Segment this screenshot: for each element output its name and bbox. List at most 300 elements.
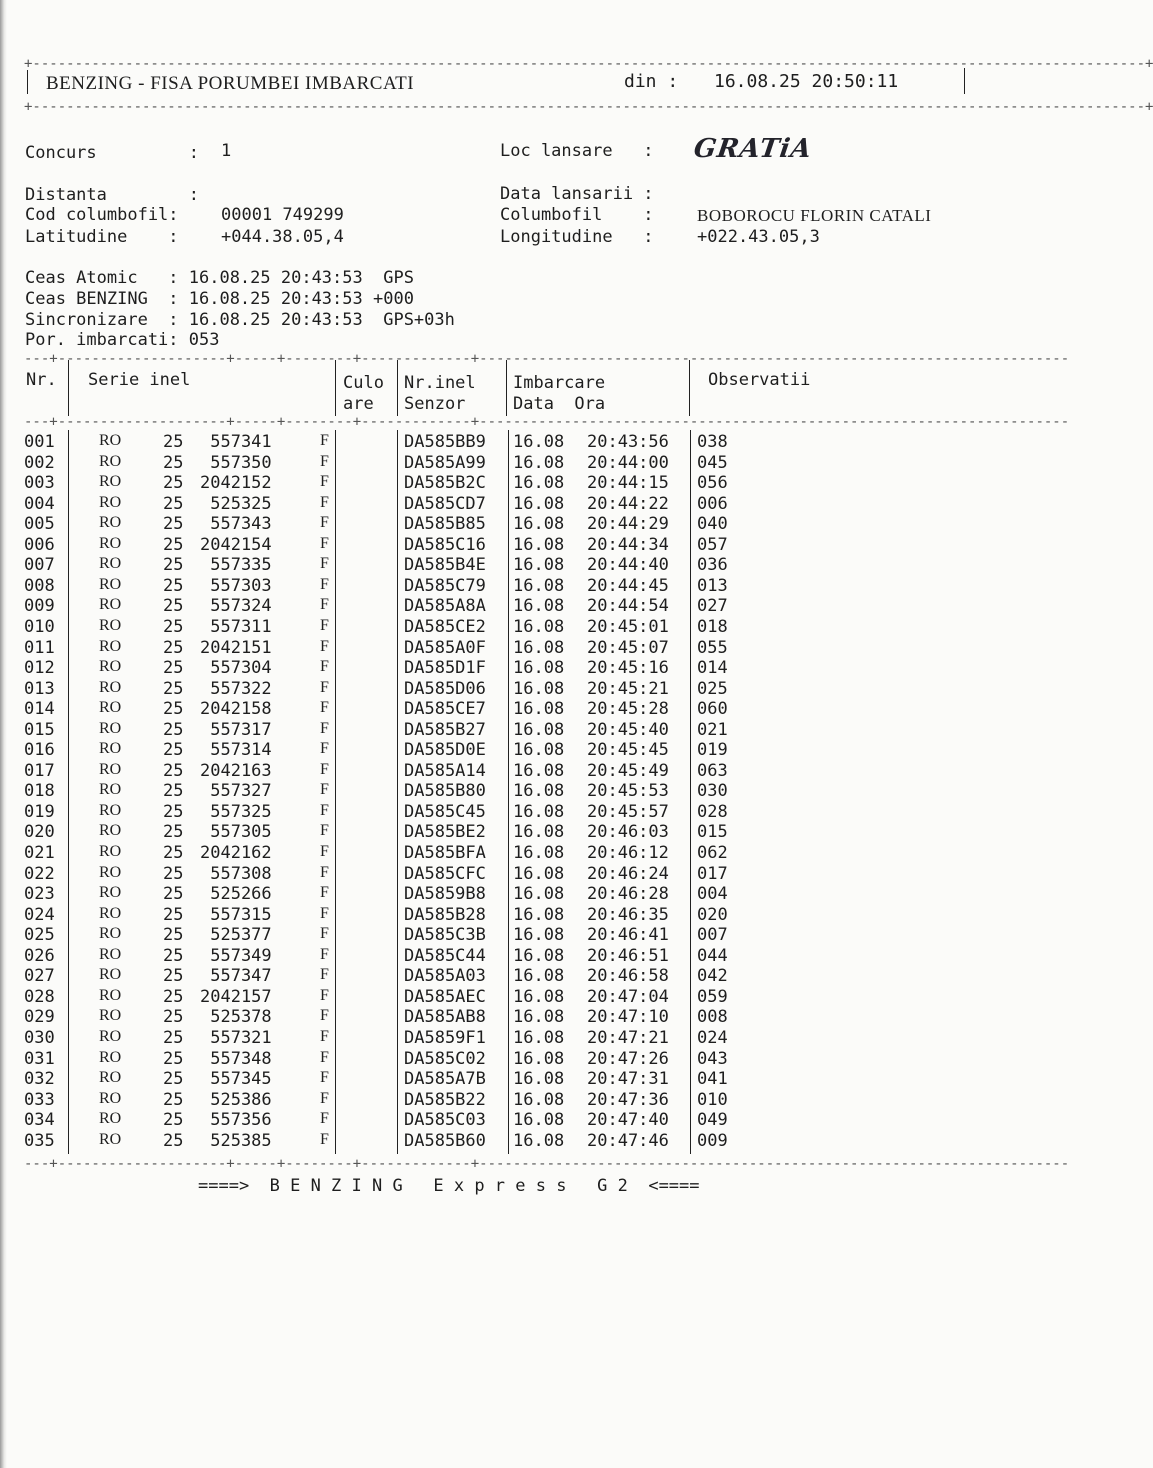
cell-year: 25 [163,863,184,884]
cell-observatii: 028 [697,801,728,822]
columbofil-label: Columbofil : [500,205,654,225]
cell-sex: F [320,843,329,860]
cell-year: 25 [163,432,184,452]
cell-time: 20:44:29 [587,514,669,535]
cell-country: RO [99,596,122,614]
cell-nr: 016 [24,740,55,761]
cell-observatii: 009 [697,1130,728,1151]
cell-sensor: DA585B85 [404,514,486,535]
cell-sex: F [320,986,329,1004]
table-row [0,1049,1024,1070]
cell-year: 25 [163,986,184,1007]
cell-year: 25 [163,678,184,699]
cell-ring: 2042151 [200,637,272,658]
cell-observatii: 008 [697,1007,728,1028]
header-bottom-rule: +------------------------------------------------------------------------------------------------------------------------------------+ [24,99,1153,115]
cell-time: 20:46:28 [587,884,669,905]
table-row [0,864,1024,885]
cell-ring: 557343 [200,514,272,535]
cell-sex: F [320,514,329,532]
cell-country: RO [99,1110,122,1128]
table-row [0,638,1024,659]
concurs-label: Concurs : [25,143,199,163]
cell-observatii: 057 [697,534,728,555]
cell-date: 16.08 [513,473,565,494]
cell-sensor: DA585B22 [404,1089,486,1110]
cell-country: RO [99,925,122,943]
table-row [0,1007,1024,1028]
cell-country: RO [99,801,122,819]
cell-observatii: 042 [697,966,728,987]
cell-country: RO [99,473,122,491]
concurs-value: 1 [221,141,232,161]
cell-observatii: 036 [697,555,728,576]
cell-year: 25 [163,473,184,494]
cell-country: RO [99,760,122,778]
cell-date: 16.08 [513,493,565,514]
cell-country: RO [99,432,122,449]
por-imbarcati-line: Por. imbarcati: 053 [25,330,220,350]
cell-time: 20:45:57 [587,801,669,822]
cell-date: 16.08 [513,1110,565,1131]
col-header-nrinel-2: Senzor [404,394,466,414]
col-header-nrinel-1: Nr.inel [404,373,476,393]
cell-sex: F [320,699,329,717]
cell-time: 20:46:24 [587,863,669,884]
cell-nr: 023 [24,884,55,905]
cell-ring: 557335 [200,555,272,576]
cell-date: 16.08 [513,575,565,596]
cell-ring: 557303 [200,575,272,596]
cell-observatii: 017 [697,863,728,884]
col-divider-2 [335,360,336,416]
cell-year: 25 [163,493,184,514]
cell-country: RO [99,822,122,840]
cell-sensor: DA585C03 [404,1110,486,1131]
cell-observatii: 062 [697,843,728,863]
cell-nr: 017 [24,760,55,781]
cell-sensor: DA585C44 [404,945,486,966]
cell-ring: 525377 [200,925,272,946]
footer-brand: ====> B E N Z I N G E x p r e s s G 2 <==== [198,1176,700,1196]
cell-observatii: 049 [697,1110,728,1131]
col-header-culoare-2: are [343,394,374,414]
ceas-atomic-line: Ceas Atomic : 16.08.25 20:43:53 GPS [25,268,414,288]
cell-ring: 2042152 [200,473,272,494]
cell-sex: F [320,1110,329,1128]
cell-date: 16.08 [513,699,565,720]
cell-date: 16.08 [513,884,565,905]
cell-ring: 557322 [200,678,272,699]
cell-nr: 010 [24,616,55,637]
cell-country: RO [99,555,122,573]
cell-sex: F [320,925,329,943]
cell-year: 25 [163,719,184,740]
cell-year: 25 [163,1007,184,1028]
cell-time: 20:47:36 [587,1089,669,1110]
cell-time: 20:46:03 [587,822,669,843]
page-title: BENZING - FISA PORUMBEI IMBARCATI [46,73,415,94]
cell-date: 16.08 [513,1089,565,1110]
cell-nr: 028 [24,986,55,1007]
cell-observatii: 043 [697,1048,728,1069]
cell-nr: 034 [24,1110,55,1131]
cell-sex: F [320,945,329,963]
cell-time: 20:47:31 [587,1069,669,1090]
col-header-observatii: Observatii [708,370,811,390]
cell-ring: 557325 [200,801,272,822]
cell-date: 16.08 [513,740,565,761]
cell-year: 25 [163,637,184,658]
cell-nr: 020 [24,822,55,843]
table-header-rule: ---+--------------------+-----+--------+-------------+---------------------------------------------------------------------- [24,414,1070,430]
cell-sensor: DA585CD7 [404,493,486,514]
cell-observatii: 045 [697,452,728,473]
table-row [0,535,1024,556]
cell-year: 25 [163,514,184,535]
cell-sex: F [320,493,329,511]
cell-observatii: 020 [697,904,728,925]
cell-country: RO [99,843,122,860]
cell-country: RO [99,514,122,532]
table-row [0,617,1024,638]
cell-nr: 018 [24,781,55,802]
table-row [0,720,1024,741]
cell-date: 16.08 [513,452,565,473]
cell-time: 20:44:34 [587,534,669,555]
cell-year: 25 [163,801,184,822]
header-datetime: 16.08.25 20:50:11 [714,71,899,92]
cell-time: 20:44:22 [587,493,669,514]
cell-ring: 525386 [200,1089,272,1110]
cell-sex: F [320,1048,329,1066]
cell-sensor: DA585B2C [404,473,486,494]
table-row [0,925,1024,946]
cell-sensor: DA585C45 [404,801,486,822]
cell-year: 25 [163,534,184,555]
cell-time: 20:45:28 [587,699,669,720]
cell-observatii: 060 [697,699,728,720]
cell-year: 25 [163,1089,184,1110]
table-row [0,1090,1024,1111]
cell-nr: 006 [24,534,55,555]
cell-sensor: DA5859F1 [404,1027,486,1048]
cell-sex: F [320,575,329,593]
col-header-culoare-1: Culo [343,373,384,393]
table-row [0,905,1024,926]
cell-nr: 029 [24,1007,55,1028]
cell-time: 20:47:46 [587,1130,669,1151]
cell-sex: F [320,719,329,737]
longitudine-value: +022.43.05,3 [697,227,820,247]
cell-sex: F [320,760,329,778]
table-row [0,1131,1024,1152]
cell-ring: 557347 [200,966,272,987]
cell-time: 20:47:04 [587,986,669,1007]
cell-country: RO [99,904,122,922]
cell-country: RO [99,1027,122,1045]
cell-year: 25 [163,843,184,863]
cell-sensor: DA585A03 [404,966,486,987]
cell-country: RO [99,699,122,717]
table-row [0,946,1024,967]
cell-observatii: 007 [697,925,728,946]
table-row [0,1069,1024,1090]
cell-sensor: DA585AEC [404,986,486,1007]
cell-sensor: DA585B4E [404,555,486,576]
cell-observatii: 027 [697,596,728,617]
table-row [0,679,1024,700]
cell-date: 16.08 [513,1069,565,1090]
cell-time: 20:44:00 [587,452,669,473]
cell-ring: 2042162 [200,843,272,863]
cell-year: 25 [163,616,184,637]
columbofil-value: BOBOROCU FLORIN CATALI [697,206,932,225]
latitudine-value: +044.38.05,4 [221,227,344,247]
cell-country: RO [99,884,122,902]
table-row [0,822,1024,843]
cell-nr: 003 [24,473,55,494]
cell-ring: 2042157 [200,986,272,1007]
cell-nr: 033 [24,1089,55,1110]
cell-sensor: DA585C16 [404,534,486,555]
cell-sensor: DA585BFA [404,843,486,863]
cell-sensor: DA585CE7 [404,699,486,720]
cell-sex: F [320,1130,329,1148]
cell-date: 16.08 [513,596,565,617]
col-header-serie: Serie inel [88,370,191,390]
cell-observatii: 044 [697,945,728,966]
cell-sex: F [320,781,329,799]
cell-ring: 557327 [200,781,272,802]
col-divider-3 [397,360,398,416]
col-header-nr: Nr. [26,370,57,390]
cell-sex: F [320,473,329,491]
cell-time: 20:46:35 [587,904,669,925]
cell-year: 25 [163,452,184,473]
cell-country: RO [99,452,122,470]
cell-nr: 004 [24,493,55,514]
cell-nr: 032 [24,1069,55,1090]
cell-sensor: DA585B80 [404,781,486,802]
cell-time: 20:47:26 [587,1048,669,1069]
cell-observatii: 040 [697,514,728,535]
cell-time: 20:43:56 [587,432,669,452]
cell-ring: 557321 [200,1027,272,1048]
cell-sex: F [320,1069,329,1087]
cell-observatii: 056 [697,473,728,494]
cell-year: 25 [163,740,184,761]
cell-date: 16.08 [513,843,565,863]
cell-year: 25 [163,1027,184,1048]
table-row [0,781,1024,802]
sincronizare-line: Sincronizare : 16.08.25 20:43:53 GPS+03h [25,310,455,330]
cell-sex: F [320,637,329,655]
cell-year: 25 [163,760,184,781]
cell-nr: 007 [24,555,55,576]
table-row [0,699,1024,720]
cell-time: 20:44:15 [587,473,669,494]
table-row [0,761,1024,782]
cell-nr: 027 [24,966,55,987]
cell-date: 16.08 [513,1027,565,1048]
cell-time: 20:44:40 [587,555,669,576]
header-right-bar [964,68,965,94]
cell-sensor: DA585CFC [404,863,486,884]
cell-sensor: DA585A99 [404,452,486,473]
cell-sensor: DA585D06 [404,678,486,699]
cell-country: RO [99,658,122,676]
cell-nr: 025 [24,925,55,946]
cell-sensor: DA585AB8 [404,1007,486,1028]
cell-sex: F [320,1027,329,1045]
cell-nr: 022 [24,863,55,884]
cell-sex: F [320,801,329,819]
latitudine-label: Latitudine : [25,227,179,247]
cell-time: 20:45:21 [587,678,669,699]
table-row [0,1028,1024,1049]
cell-ring: 557317 [200,719,272,740]
cell-nr: 030 [24,1027,55,1048]
loc-lansare-handwritten: GRATiA [691,134,815,164]
table-row [0,740,1024,761]
cell-country: RO [99,1048,122,1066]
cell-observatii: 024 [697,1027,728,1048]
cell-sex: F [320,432,329,449]
cell-time: 20:46:12 [587,843,669,863]
cell-nr: 035 [24,1130,55,1151]
cell-sensor: DA585A8A [404,596,486,617]
cell-date: 16.08 [513,1048,565,1069]
cell-year: 25 [163,699,184,720]
cell-sex: F [320,1089,329,1107]
cell-country: RO [99,719,122,737]
cell-nr: 005 [24,514,55,535]
col-header-imbarcare-1: Imbarcare [513,373,606,393]
table-row [0,576,1024,597]
cell-ring: 557314 [200,740,272,761]
cell-nr: 014 [24,699,55,720]
cell-observatii: 018 [697,616,728,637]
cell-ring: 525378 [200,1007,272,1028]
cell-date: 16.08 [513,966,565,987]
cell-ring: 557356 [200,1110,272,1131]
cell-date: 16.08 [513,514,565,535]
cell-time: 20:45:07 [587,637,669,658]
cell-year: 25 [163,884,184,905]
col-divider-4 [506,360,507,416]
cell-country: RO [99,534,122,552]
cell-date: 16.08 [513,616,565,637]
table-row [0,473,1024,494]
cell-country: RO [99,678,122,696]
cell-year: 25 [163,781,184,802]
ceas-benzing-line: Ceas BENZING : 16.08.25 20:43:53 +000 [25,289,414,309]
cell-sensor: DA585A7B [404,1069,486,1090]
table-row [0,966,1024,987]
cell-date: 16.08 [513,801,565,822]
cell-nr: 015 [24,719,55,740]
cell-date: 16.08 [513,678,565,699]
cell-year: 25 [163,925,184,946]
cell-observatii: 041 [697,1069,728,1090]
cell-ring: 525266 [200,884,272,905]
cell-year: 25 [163,966,184,987]
cell-country: RO [99,637,122,655]
cell-observatii: 038 [697,432,728,452]
cell-nr: 011 [24,637,55,658]
cell-ring: 2042154 [200,534,272,555]
cell-date: 16.08 [513,1007,565,1028]
cell-observatii: 059 [697,986,728,1007]
cell-country: RO [99,740,122,758]
cell-ring: 557304 [200,658,272,679]
table-row [0,658,1024,679]
cell-observatii: 010 [697,1089,728,1110]
cell-time: 20:47:40 [587,1110,669,1131]
cell-sex: F [320,884,329,902]
distanta-label: Distanta : [25,185,199,205]
cell-country: RO [99,575,122,593]
cell-sensor: DA585BB9 [404,432,486,452]
cell-sensor: DA5859B8 [404,884,486,905]
cell-time: 20:45:01 [587,616,669,637]
col-header-imbarcare-2: Data Ora [513,394,606,414]
cell-ring: 525325 [200,493,272,514]
cell-date: 16.08 [513,945,565,966]
cell-time: 20:46:41 [587,925,669,946]
longitudine-label: Longitudine : [500,227,654,247]
cell-date: 16.08 [513,760,565,781]
col-divider-1 [68,360,69,416]
cell-country: RO [99,781,122,799]
cell-year: 25 [163,596,184,617]
table-row [0,514,1024,535]
cell-time: 20:45:45 [587,740,669,761]
cell-country: RO [99,493,122,511]
cell-ring: 557350 [200,452,272,473]
cell-year: 25 [163,1069,184,1090]
header-top-rule: +------------------------------------------------------------------------------------------------------------------------------------+ [24,56,1153,72]
cell-sensor: DA585D1F [404,658,486,679]
cell-country: RO [99,863,122,881]
cell-sex: F [320,904,329,922]
cell-sex: F [320,658,329,676]
cell-sensor: DA585C3B [404,925,486,946]
cell-country: RO [99,966,122,984]
cell-sensor: DA585B60 [404,1130,486,1151]
cell-sex: F [320,678,329,696]
header-left-bar [27,70,28,94]
cell-time: 20:44:45 [587,575,669,596]
cell-nr: 008 [24,575,55,596]
cell-ring: 557305 [200,822,272,843]
table-row [0,555,1024,576]
cell-year: 25 [163,822,184,843]
cell-ring: 2042163 [200,760,272,781]
table-row [0,432,1024,453]
cell-nr: 009 [24,596,55,617]
cell-nr: 012 [24,658,55,679]
table-row [0,843,1024,864]
cell-observatii: 004 [697,884,728,905]
cell-sex: F [320,740,329,758]
cell-sex: F [320,966,329,984]
cell-nr: 019 [24,801,55,822]
cell-date: 16.08 [513,534,565,555]
cell-sex: F [320,822,329,840]
table-row [0,1110,1024,1131]
